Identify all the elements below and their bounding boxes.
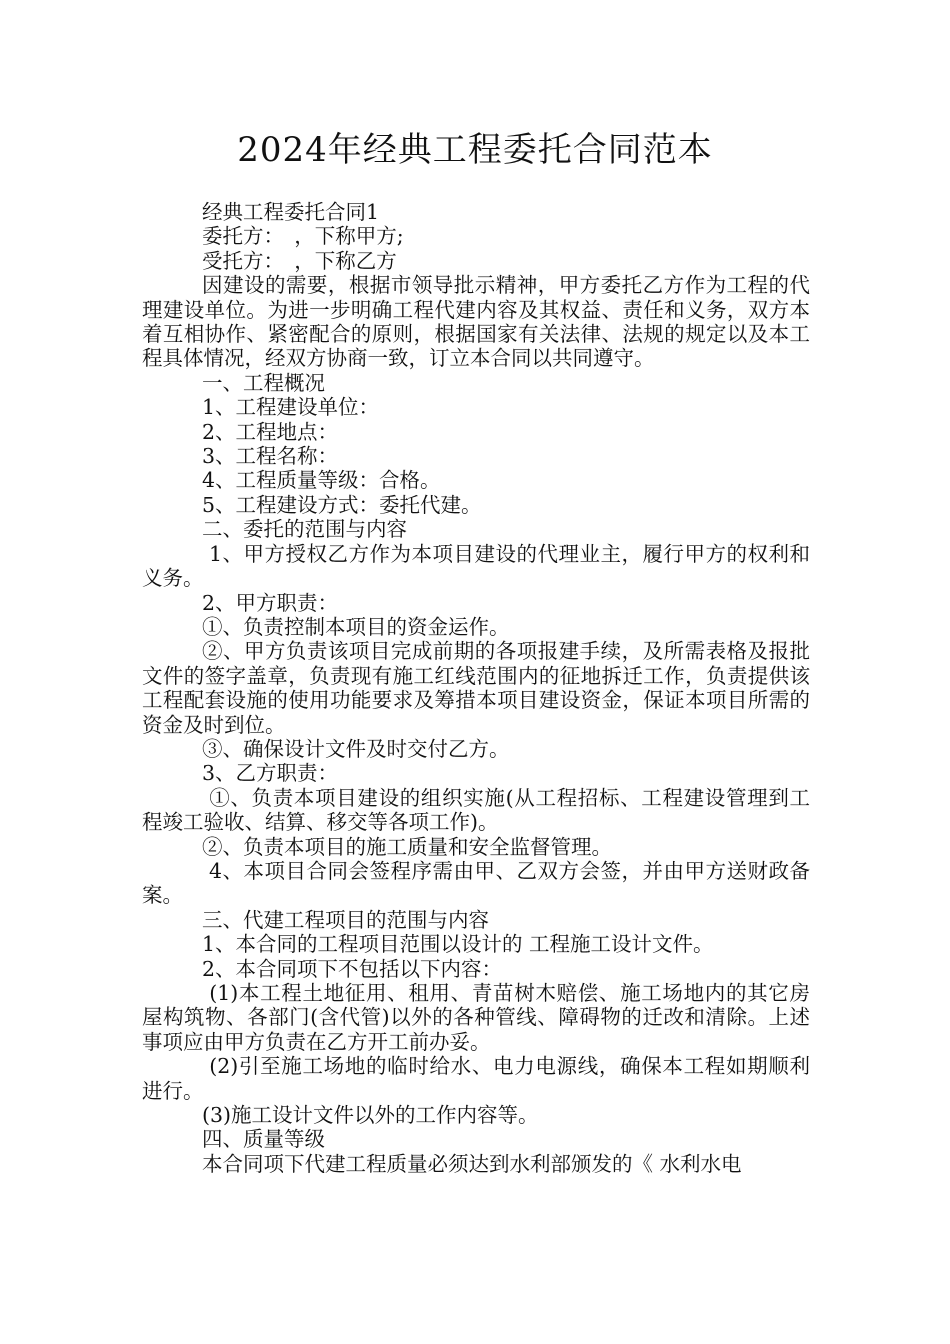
paragraph: ②、甲方负责该项目完成前期的各项报建手续，及所需表格及报批文件的签字盖章，负责现有施工红线范围内的征地拆迁工作，负责提供该工程配套设施的使用功能要求及筹措本项目建设资金，保证本项目所需的资金及时到位。: [142, 639, 810, 737]
paragraph: 1、本合同的工程项目范围以设计的 工程施工设计文件。: [202, 932, 714, 957]
section-heading: 三、代建工程项目的范围与内容: [202, 907, 489, 932]
paragraph: 受托方： ，下称乙方: [202, 248, 397, 273]
paragraph: 委托方： ，下称甲方;: [202, 224, 404, 249]
paragraph: 4、本项目合同会签程序需由甲、乙双方会签，并由甲方送财政备案。: [142, 858, 810, 908]
paragraph: 3、乙方职责：: [202, 761, 339, 786]
paragraph: 2、工程地点：: [202, 419, 339, 444]
paragraph: ①、负责控制本项目的资金运作。: [202, 614, 510, 639]
document-title: 2024年经典工程委托合同范本: [237, 130, 713, 170]
paragraph: 5、工程建设方式：委托代建。: [202, 492, 482, 517]
paragraph: 因建设的需要，根据市领导批示精神，甲方委托乙方作为工程的代理建设单位。为进一步明确工程代建内容及其权益、责任和义务，双方本着互相协作、紧密配合的原则，根据国家有关法律、法规的规定以及本工程具体情况，经双方协商一致，订立本合同以共同遵守。: [142, 273, 810, 371]
paragraph: ③、确保设计文件及时交付乙方。: [202, 736, 510, 761]
paragraph: 3、工程名称：: [202, 444, 339, 469]
section-heading: 四、质量等级: [202, 1127, 325, 1152]
section-heading: 一、工程概况: [202, 370, 325, 395]
paragraph: 1、工程建设单位：: [202, 395, 380, 420]
section-heading: 二、委托的范围与内容: [202, 517, 407, 542]
paragraph: 2、甲方职责：: [202, 590, 339, 615]
paragraph: (2)引至施工场地的临时给水、电力电源线，确保本工程如期顺利进行。: [142, 1054, 810, 1103]
paragraph: (3)施工设计文件以外的工作内容等。: [202, 1103, 539, 1128]
paragraph: 经典工程委托合同1: [202, 200, 380, 224]
paragraph: ②、负责本项目的施工质量和安全监督管理。: [202, 834, 612, 859]
paragraph: 4、工程质量等级：合格。: [202, 468, 441, 493]
paragraph: 本合同项下代建工程质量必须达到水利部颁发的《 水利水电: [202, 1151, 742, 1176]
paragraph: 1、甲方授权乙方作为本项目建设的代理业主，履行甲方的权利和义务。: [142, 541, 810, 591]
paragraph: (1)本工程土地征用、租用、青苗树木赔偿、施工场地内的其它房屋构筑物、各部门(含代管)以外的各种管线、障碍物的迁改和清除。上述事项应由甲方负责在乙方开工前办妥。: [142, 981, 810, 1054]
paragraph: 2、本合同项下不包括以下内容：: [202, 956, 503, 981]
paragraph: ①、负责本项目建设的组织实施(从工程招标、工程建设管理到工程竣工验收、结算、移交等各项工作)。: [142, 785, 810, 835]
document-body: [142, 200, 810, 1176]
